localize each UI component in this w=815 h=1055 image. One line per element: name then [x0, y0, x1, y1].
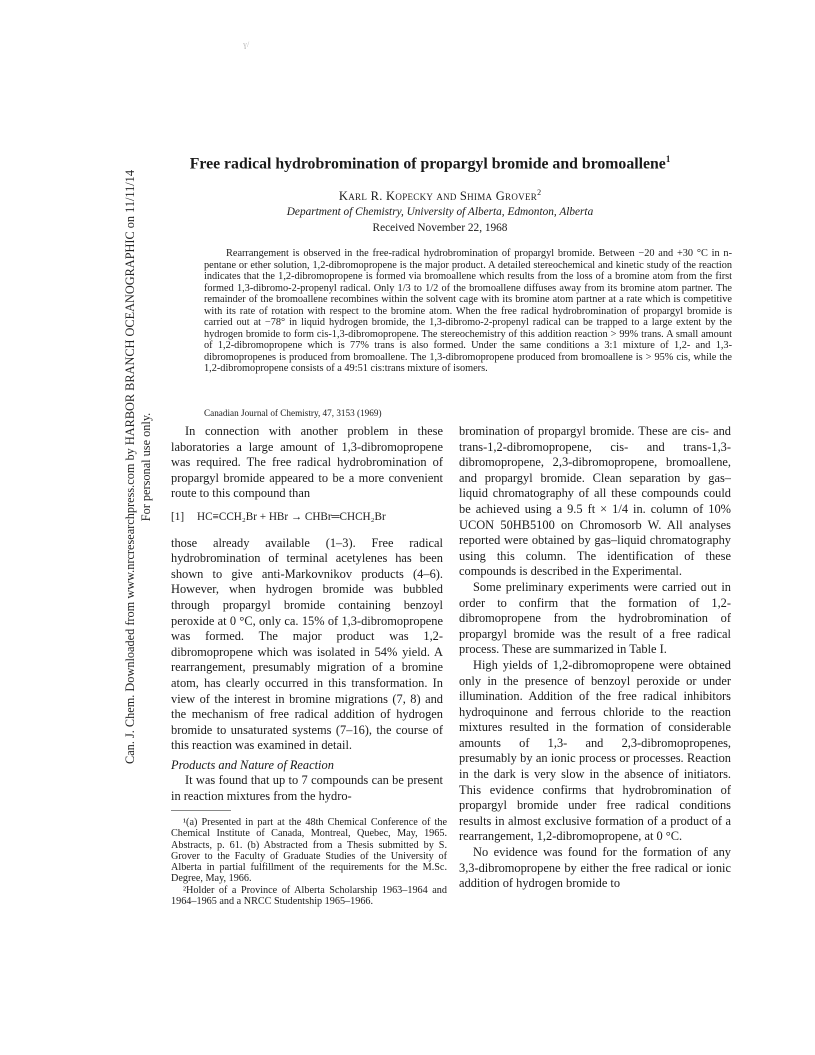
author-grover: Shima Grover — [459, 189, 538, 204]
equation-1 — [171, 510, 443, 526]
body-paragraph: No evidence was found for the formation of any 3,3-dibromopropene by either the free radical or ionic addition of hydrogen bromide to — [459, 845, 731, 891]
abstract-text: Rearrangement is observed in the free-radical hydrobromination of propargyl bromide. Between −20 and +30 °C in n-pentane or ether solution, 1,2-dibromopropene is the major product. A detailed stereochemical and kinetic study of the reaction indicates that the 1,2-dibromopropene is formed via bromoallene which results from the loss of a bromine atom from the first formed 1,3-dibromo-2-propenyl radical. Only 1/3 to 1/2 of the bromoallene diffuses away from its bromine atom partner. The remainder of the bromoallene recombines within the solvent cage with its bromine atom partner at a rate which is competitive with its rate of rotation with respect to the bromine atom. When the free radical hydrobromination of propargyl bromide is carried out at −78° in liquid hydrogen bromide, the 1,3-dibromo-2-propenyl radical can be trapped to a large extent by the hydrogen bromide to form cis-1,3-dibromopropene. The stereochemistry of this addition reaction > 99% trans. A small amount of 1,2-dibromopropene which is 77% trans is also formed. Under the same conditions a 3:1 mixture of 1,2- and 1,3-dibromopropenes is produced from bromoallene. The 1,3-dibromopropene produced from bromoallene is > 95% cis, while the 1,2-dibromopropene consists of a 49:51 cis:trans mixture of isomers. — [204, 248, 732, 375]
author-conjunction: and — [436, 189, 457, 204]
title-text: Free radical hydrobromination of propargyl bromide and bromoallene — [189, 155, 666, 173]
footnote-divider — [171, 810, 231, 811]
body-paragraph: It was found that up to 7 compounds can be present in reaction mixtures from the hydro- — [171, 773, 443, 804]
body-paragraph: bromination of propargyl bromide. These are cis- and trans-1,2-dibromopropene, cis- and trans-1,3-dibromopropene, 2,3-dibromopropene, bromoallene, and propargyl bromide. Clean separation by gas–liquid chromatography of all these compounds could be achieved using a 9.5 ft × 1/4 in. column of 10% UCON 50HB5100 on Chromosorb W. All analyses reported were obtained by gas–liquid chromatography using this column. The identification of these compounds is described in the Experimental. — [459, 424, 731, 579]
affiliation: Department of Chemistry, University of Alberta, Edmonton, Alberta — [286, 206, 594, 218]
section-heading: Products and Nature of Reaction — [171, 757, 334, 772]
footnote-2: ²Holder of a Province of Alberta Scholarship 1963–1964 and 1964–1965 and a NRCC Studentship 1965–1966. — [171, 884, 447, 908]
authors — [200, 188, 680, 204]
author-kopecky: Karl R. Kopecky — [338, 189, 434, 204]
left-column — [171, 424, 443, 805]
body-paragraph: In connection with another problem in these laboratories a large amount of 1,3-dibromopropene was required. The free radical hydrobromination of propargyl bromide appeared to be a more convenient route to this compound than — [171, 424, 443, 501]
equation-text: HC≡CCH₂Br + HBr → CHBr═CHCH₂Br — [197, 510, 386, 523]
abstract — [204, 248, 732, 375]
journal-citation: Canadian Journal of Chemistry, 47, 3153 (1969) — [204, 408, 382, 418]
footnotes — [171, 817, 447, 907]
equation-number: [1] — [171, 510, 185, 523]
received-date: Received November 22, 1968 — [372, 222, 508, 234]
paper-title — [150, 154, 710, 173]
download-notice — [123, 72, 163, 862]
download-notice-line2: For personal use only. — [138, 412, 153, 522]
title-footnote-marker: 1 — [665, 154, 671, 164]
right-column — [459, 424, 731, 892]
body-paragraph: High yields of 1,2-dibromopropene were obtained only in the presence of benzoyl peroxide or under illumination. Addition of the free radical inhibitors hydroquinone and ferrous chloride to the reaction mixtures resulted in the formation of considerable amounts of 1,3- and 2,3-dibromopropenes, presumably by an ionic process or processes. Reaction in the dark is very slow in the absence of initiators. This evidence confirms that hydrobromination of propargyl bromide under free radical conditions results in almost exclusive formation of a product of a rearrangement, 1,2-dibromopropene, at 0 °C. — [459, 657, 731, 844]
author-footnote-marker: 2 — [537, 188, 542, 197]
footnote-1: ¹(a) Presented in part at the 48th Chemical Conference of the Chemical Institute of Canada, Montreal, Quebec, May, 1965. Abstracts, p. 61. (b) Abstracted from a Thesis submitted by S. Grover to the Faculty of Graduate Studies of the University of Alberta in partial fulfillment of the requirements for the M.Sc. Degree, May, 1966. — [171, 817, 447, 885]
body-paragraph: Some preliminary experiments were carried out in order to confirm that the formation of 1,2-dibromopropene from the hydrobromination of propargyl bromide was the result of a free radical process. These are summarized in Table I. — [459, 579, 731, 657]
download-notice-line1: Can. J. Chem. Downloaded from www.nrcresearchpress.com by HARBOR BRANCH OCEANOGRAPHIC on 11/11/14 — [123, 170, 137, 764]
body-paragraph: those already available (1–3). Free radical hydrobromination of terminal acetylenes has been shown to give anti-Markovnikov products (4–6). However, when hydrogen bromide was bubbled through propargyl bromide containing benzoyl peroxide at 0 °C, only ca. 15% of 1,3-dibromopropene was formed. The major product was 1,2-dibromopropene which was isolated in 54% yield. A rearrangement, presumably migration of a bromine atom, has clearly occurred in this transformation. In view of the interest in bromine migrations (7, 8) and the mechanism of free radical addition of hydrogen bromide to unsaturated systems (7–16), the course of this reaction was examined in detail. — [171, 535, 443, 753]
page-mark: ɣ/ — [243, 40, 250, 49]
